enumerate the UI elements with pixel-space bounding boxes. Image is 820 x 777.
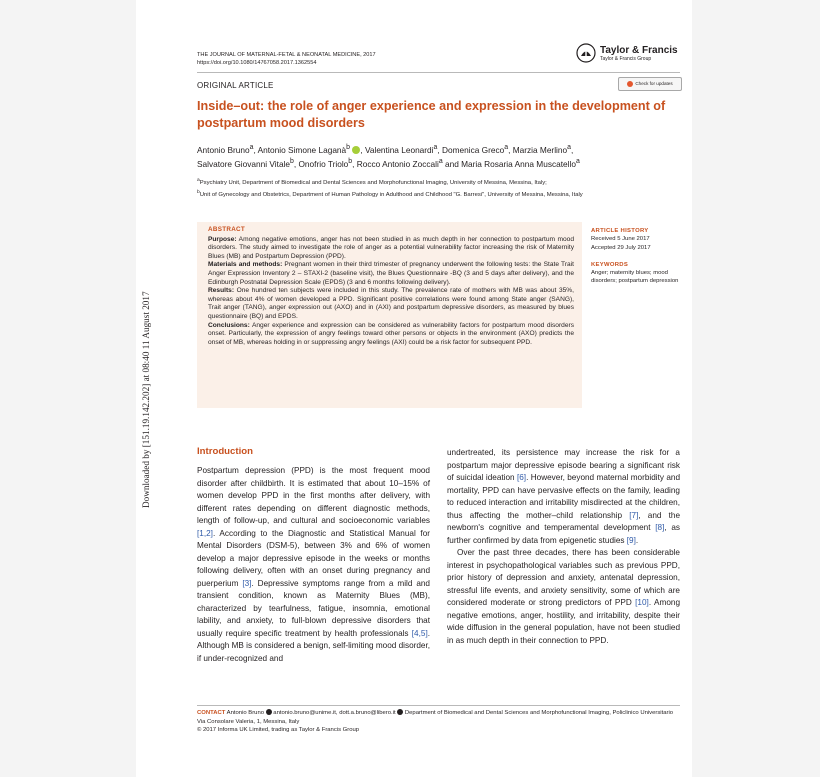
- author: Salvatore Giovanni Vitale: [197, 159, 291, 170]
- abstract-text: Among negative emotions, anger has not been studied in as much depth in her connection to postpartum mood disorders. The study aimed to investigate the role of anger as a potential vulnerability factor increasing the risk of Maternity Blues (MB) and Postpartum Depression (PPD).: [208, 235, 574, 260]
- author: , Rocco Antonio Zoccali: [352, 159, 439, 170]
- affiliation-b: Unit of Gynecology and Obstetrics, Department of Human Pathology in Adulthood and Childhood "G. Barresi", University of Messina, Messina, Italy: [199, 191, 583, 198]
- affil-marker: a: [575, 158, 580, 166]
- author: Antonio Bruno: [197, 144, 250, 155]
- article-history: [591, 227, 686, 286]
- author: , Valentina Leonardi: [360, 144, 434, 155]
- body-text: Postpartum depression (PPD) is the most frequent mood disorder after childbirth. It is estimated that about 10–15% of women develop PPD in the first months after delivery, with different rates depending on different diagnostic methods, length of follow-up, and cultural and socioeconomic variables: [197, 466, 430, 525]
- publisher-logo-icon: [576, 43, 596, 63]
- download-stamp: Downloaded by [151.19.142.202] at 08:40 11 August 2017: [141, 291, 151, 508]
- affiliation-a: Psychiatry Unit, Department of Biomedical and Dental Sciences and Morphofunctional Imaging, University of Messina, Messina, Italy;: [199, 179, 547, 186]
- affiliations: [197, 176, 677, 200]
- affil-marker: a: [504, 144, 509, 151]
- article-type: ORIGINAL ARTICLE: [197, 81, 274, 90]
- affil-marker: a: [433, 144, 438, 151]
- body-text: , as further confirmed by data from epigenetic studies: [447, 523, 681, 545]
- affil-marker: b: [290, 158, 294, 166]
- body-text: . According to the Diagnostic and Statistical Manual for Mental Disorders (DSM-5), between 3% and 6% of women develop a major depressive episode in the weeks or months following delivery, often with an onset during pregnancy and puerperium: [197, 528, 430, 588]
- abstract-results: [208, 287, 574, 321]
- affil-marker: a: [438, 158, 443, 166]
- doi-link[interactable]: https://doi.org/10.1080/14767058.2017.1362554: [197, 60, 317, 66]
- body-column-left: [197, 465, 430, 665]
- paragraph: [447, 447, 680, 547]
- author: , Domenica Greco: [437, 144, 505, 155]
- journal-name: THE JOURNAL OF MATERNAL-FETAL & NEONATAL MEDICINE, 2017: [197, 52, 376, 58]
- received-date: Received 5 June 2017: [591, 236, 650, 243]
- contact-footer: [197, 709, 682, 735]
- body-text: . Although MB is considered a benign, self-limiting mood disorder, if under-recognized and: [197, 628, 431, 663]
- contact-label: CONTACT: [197, 710, 226, 716]
- author: , Onofrio Triolo: [293, 159, 349, 170]
- citation-link[interactable]: [4,5]: [411, 628, 428, 638]
- abstract-heading: ABSTRACT: [208, 226, 246, 233]
- author: and Maria Rosaria Anna Muscatello: [442, 159, 576, 170]
- citation-link[interactable]: [9]: [626, 535, 636, 545]
- check-updates-label: Check for updates: [635, 81, 673, 86]
- affil-marker: b: [346, 144, 351, 151]
- article-title: Inside–out: the role of anger experience and expression in the development of postpartum mood disorders: [197, 99, 666, 130]
- introduction-heading: Introduction: [197, 446, 253, 457]
- body-text: . Depressive symptoms range from a mild and transient condition, known as Maternity Blues (MB), characterized by tearfulness, fatigue, insomnia, emotional lability, and anxiety, to full-blown depressive disorders that usually require specific treatment by health professionals: [197, 578, 430, 638]
- keywords-heading: KEYWORDS: [591, 261, 629, 268]
- affil-marker: a: [197, 178, 200, 183]
- citation-link[interactable]: [8]: [655, 523, 665, 532]
- abstract-label: Conclusions:: [208, 321, 250, 329]
- abstract-box: [197, 222, 582, 408]
- publisher-name: Taylor & Francis: [600, 44, 678, 56]
- abstract-methods: [208, 261, 574, 287]
- history-heading: ARTICLE HISTORY: [591, 228, 649, 234]
- abstract-text: Pregnant women in their third trimester of pregnancy underwent the following tests: the State Trait Anger Expression Inventory 2 – STAXI-2 (baseline visit), the Blues Questionnaire -BQ (3 and 5 days after delivery), and the Edinburgh Postnatal Depression Scale (EPDS) (3 and 6 months following delivery).: [208, 261, 574, 286]
- abstract-text: Anger experience and expression can be considered as vulnerability factors for postpartum mood disorders onset. Particularly, the expression of angry feelings toward other persons or objects in the environment (AXO) predicts the onset of MB, whereas holding in or suppressing angry feelings (AXI) could be a risk factor for subsequent PPD.: [208, 321, 574, 346]
- citation-link[interactable]: [7]: [629, 510, 639, 520]
- citation-link[interactable]: [1,2]: [197, 528, 213, 538]
- paragraph: [197, 465, 430, 665]
- abstract-conclusions: [208, 322, 574, 348]
- author: , Marzia Merlino: [508, 144, 568, 155]
- author: , Antonio Simone Laganà: [253, 144, 347, 155]
- body-text: Over the past three decades, there has been considerable interest in psychopathological variables such as previous PPD, prior history of depression and anxiety, antenatal depression, stressful life events, and anxiety sensitivity, some of which are considered moderate or strong predictors of PPD: [447, 548, 680, 607]
- accepted-date: Accepted 29 July 2017: [591, 244, 651, 251]
- journal-header: [197, 51, 376, 67]
- keywords: Anger; maternity blues; mood disorders; postpartum depression: [591, 270, 679, 285]
- affil-marker: b: [348, 158, 353, 166]
- header-rule: [197, 72, 680, 73]
- abstract-label: Results:: [208, 287, 235, 295]
- affil-marker: b: [197, 189, 200, 195]
- body-text: , and the newborn's cognitive and temperamental development: [447, 510, 680, 532]
- abstract-text: One hundred ten subjects were included in this study. The prevalence rate of mothers with MB was about 35%, whereas about 4% of women developed a PPD. Significant positive correlations were found among State anger (SANG), Trait anger (TANG), anger expression out (AXO) and in (AXI) and postpartum depressive disorders, as measured by blues questionnaire (BQ) and EPDS.: [208, 287, 574, 320]
- contact-address: Department of Biomedical and Dental Sciences and Morphofunctional Imaging, Policlinico Universitario Via Consolare Valeria, 1, Messina, Italy: [197, 710, 674, 725]
- contact-name: Antonio Bruno: [225, 710, 266, 716]
- citation-link[interactable]: [3]: [242, 578, 252, 588]
- abstract-label: Materials and methods:: [208, 261, 283, 269]
- body-text: undertreated, its persistence may increase the risk for a postpartum major depressive episode bearing a significant risk of suicidal ideation: [447, 448, 680, 482]
- contact-emails[interactable]: antonio.bruno@unime.it, dott.a.bruno@libero.it: [271, 710, 398, 716]
- check-for-updates-button[interactable]: [618, 77, 682, 91]
- paragraph: [447, 547, 680, 647]
- citation-link[interactable]: [6]: [516, 473, 527, 482]
- copyright: © 2017 Informa UK Limited, trading as Taylor & Francis Group: [197, 727, 360, 733]
- affil-marker: a: [567, 144, 571, 151]
- affil-marker: a: [249, 144, 254, 151]
- footer-rule: [197, 705, 680, 706]
- body-column-right: [447, 447, 680, 647]
- abstract-label: Purpose:: [208, 235, 237, 243]
- abstract-purpose: [208, 236, 574, 262]
- publisher-logo: [576, 43, 678, 63]
- publisher-group: Taylor & Francis Group: [600, 55, 652, 62]
- citation-link[interactable]: [10]: [635, 598, 649, 607]
- body-text: . Among negative emotions, anger, hostility, and irritability, despite their wide diffusion in the general population, have not been studied in as much depth in their connection to PPD.: [447, 598, 680, 645]
- body-text: . However, beyond maternal morbidity and mortality, PPD can have pervasive effects on the family, leading to reduced interaction and irritability misdirected at the children, thus affecting the mother–child relationship: [447, 473, 680, 520]
- update-check-icon: [627, 81, 633, 87]
- author-list: Antonio Bruno$^a$, Antonio Simone Laganà$^b$ , Valentina Leonardi$^a$, Domenica Greco$^a$, Marzia Merlino$^a$, Salvatore Giovanni Vitale$^b$, Onofrio Triolo$^b$, Rocco Antonio Zoccali$^a$ and Maria Rosaria Anna Muscatello$^a$: [197, 144, 580, 170]
- body-text: .: [635, 535, 639, 545]
